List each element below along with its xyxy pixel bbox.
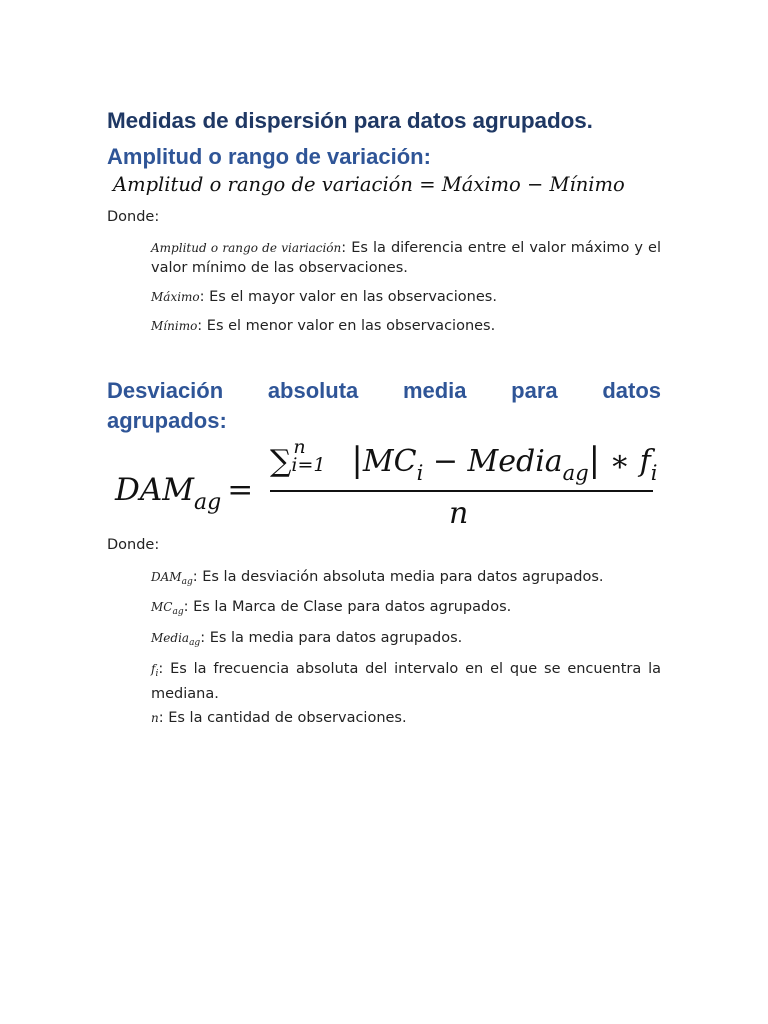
definition-mc	[151, 597, 661, 622]
section-heading-dam-line1: Desviación absoluta media para datos	[107, 378, 661, 403]
formula-dam-numerator	[270, 436, 658, 485]
definition-amplitud	[151, 238, 661, 278]
formula-dam-times: ∗	[609, 444, 631, 479]
definition-dam	[151, 567, 661, 592]
formula-amplitud	[113, 173, 625, 196]
definition-text: : Es el mayor valor en las observaciones.	[199, 289, 497, 305]
fraction-line	[270, 490, 653, 492]
section-heading-dam-line2: agrupados:	[107, 408, 227, 433]
formula-dam-mc: MC	[362, 444, 417, 479]
definition-symbol: Mínimo	[151, 319, 198, 333]
summation-upper: n	[293, 436, 306, 458]
abs-bar-left: |	[351, 440, 363, 480]
definition-text: : Es la frecuencia absoluta del intervalo en el que se encuentra la mediana.	[151, 661, 661, 702]
definition-symbol: Media$_{ag}$	[151, 631, 201, 648]
page-title: Medidas de dispersión para datos agrupados.	[107, 108, 593, 133]
formula-dam-lhs-sub: ag	[193, 490, 222, 515]
formula-dam-lhs	[115, 472, 253, 515]
formula-dam-eq: =	[227, 472, 254, 508]
definition-symbol: Máximo	[151, 290, 200, 304]
definition-text: : Es la cantidad de observaciones.	[158, 710, 407, 726]
summation-limits	[291, 436, 351, 480]
formula-dam-media: Media	[467, 444, 563, 479]
section-heading-amplitud: Amplitud o rango de variación:	[107, 144, 431, 169]
formula-dam-media-sub: ag	[562, 461, 589, 485]
donde-label-2: Donde:	[107, 537, 160, 553]
formula-dam-denominator: n	[449, 496, 469, 531]
formula-amplitud-eq: =	[419, 173, 436, 196]
formula-dam-f-sub: i	[650, 461, 658, 485]
definition-text: : Es la diferencia entre el valor máximo y el valor mínimo de las observaciones.	[151, 240, 661, 276]
definition-symbol: $f_i$	[151, 662, 159, 679]
definition-symbol: $DAM_{ag}$	[151, 570, 193, 587]
definition-symbol: $MC_{ag}$	[151, 600, 184, 617]
definition-media	[151, 628, 661, 653]
definition-n	[151, 708, 661, 728]
formula-dam-minus: −	[432, 444, 458, 479]
definition-symbol: n	[151, 711, 159, 725]
definition-text: : Es la desviación absoluta media para datos agrupados.	[192, 569, 604, 585]
abs-bar-right: |	[588, 440, 601, 480]
summation-symbol: ∑	[270, 444, 292, 479]
formula-amplitud-min: Mínimo	[549, 173, 625, 196]
definition-text: : Es el menor valor en las observaciones.	[197, 318, 496, 334]
definition-maximo	[151, 287, 661, 307]
summation-lower: i=1	[291, 454, 326, 476]
definition-symbol: Amplitud o rango de viariación	[151, 241, 342, 255]
donde-label-1: Donde:	[107, 209, 160, 225]
definition-text: : Es la media para datos agrupados.	[200, 630, 463, 646]
formula-amplitud-minus: −	[527, 173, 544, 196]
formula-dam-lhs-base: DAM	[115, 472, 194, 508]
formula-amplitud-max: Máximo	[441, 173, 521, 196]
definition-minimo	[151, 316, 661, 336]
formula-dam-f: f	[639, 444, 651, 479]
section-heading-dam	[107, 376, 661, 436]
formula-dam	[107, 436, 667, 540]
formula-dam-mc-sub: i	[416, 461, 424, 485]
definition-fi	[151, 659, 661, 704]
formula-amplitud-lhs: Amplitud o rango de variación	[113, 173, 413, 196]
definition-text: : Es la Marca de Clase para datos agrupados.	[183, 599, 512, 615]
